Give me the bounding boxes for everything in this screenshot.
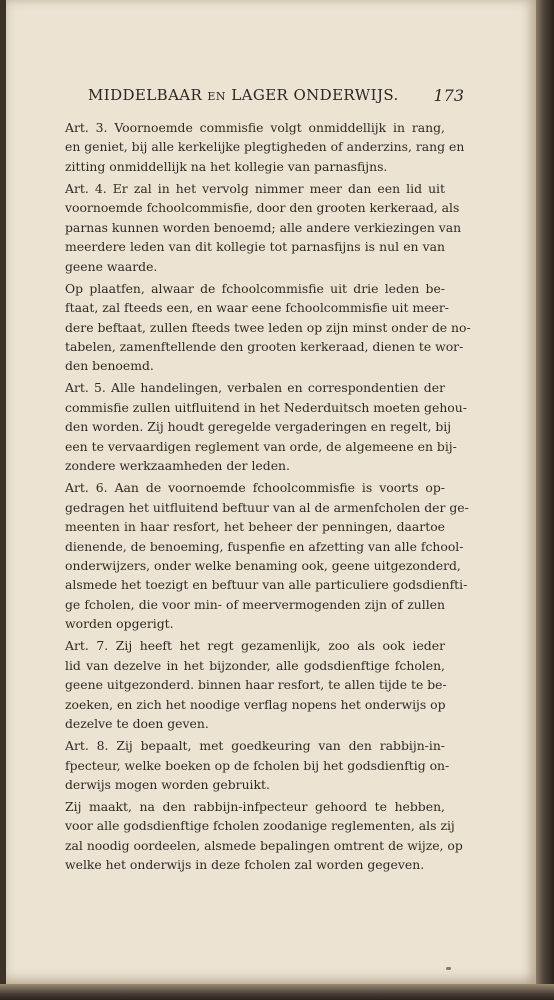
running-head-word: LAGER	[231, 86, 289, 104]
text-line: meenten in haar resfort, het beheer der penningen, daartoe	[65, 519, 445, 535]
text-line: Art. 3. Voornoemde commisfie volgt onmiddellijk in rang,	[65, 120, 445, 135]
text-line: lid van dezelve in het bijzonder, alle godsdienftige fcholen,	[65, 657, 445, 673]
text-line: gedragen het uitfluitend beftuur van al de armenfcholen der ge-	[65, 499, 469, 515]
text-line: onderwijzers, onder welke benaming ook, geene uitgezonderd,	[65, 557, 461, 573]
text-line: zoeken, en zich het noodige verflag nopens het onderwijs op	[65, 696, 446, 712]
text-line: den benoemd.	[65, 358, 154, 374]
paragraph	[51, 118, 465, 176]
paragraph	[51, 636, 445, 733]
text-line: fpecteur, welke boeken op de fcholen bij het godsdienftig on-	[65, 757, 450, 773]
text-line: geene uitgezonderd. binnen haar resfort, te allen tijde te be-	[65, 677, 447, 693]
text-line: commisfie zullen uitfluitend in het Nederduitsch moeten gehou-	[65, 399, 467, 415]
paragraph	[51, 736, 450, 794]
running-head-word: EN	[207, 90, 227, 103]
text-line: dere beftaat, zullen fteeds twee leden op zijn minst onder de no-	[65, 319, 471, 335]
text-line: ge fcholen, die voor min- of meervermogenden zijn of zullen	[65, 596, 445, 612]
text-line: zal noodig oordeelen, alsmede bepalingen omtrent de wijze, op	[65, 837, 463, 853]
page-number: 173	[433, 86, 464, 105]
text-line: Art. 6. Aan de voornoemde fchoolcommisfie is voorts op-	[65, 480, 445, 496]
text-line: Op plaatfen, alwaar de fchoolcommisfie uit drie leden be-	[65, 280, 445, 296]
text-line: voor alle godsdienftige fcholen zoodanige reglementen, als zij	[65, 818, 455, 834]
paragraph	[51, 478, 469, 634]
paragraph	[51, 378, 467, 475]
paragraph	[51, 279, 471, 376]
paragraph	[51, 797, 463, 875]
text-line: alsmede het toezigt en beftuur van alle particuliere godsdienfti-	[65, 577, 468, 593]
text-line: zitting onmiddellijk na het kollegie van parnasfijns.	[65, 158, 388, 174]
text-line: Art. 7. Zij heeft het regt gezamenlijk, zoo als ook ieder	[65, 638, 445, 654]
text-line: ftaat, zal fteeds een, en waar eene fchoolcommisfie uit meer-	[65, 300, 449, 316]
text-line: Art. 5. Alle handelingen, verbalen en correspondentien der	[65, 380, 445, 396]
text-line: derwijs mogen worden gebruikt.	[65, 776, 270, 792]
text-line: voornoemde fchoolcommisfie, door den grooten kerkeraad, als	[65, 200, 460, 216]
text-line: en geniet, bij alle kerkelijke plegtigheden of anderzins, rang en	[65, 139, 465, 155]
text-line: parnas kunnen worden benoemd; alle andere verkiezingen van	[65, 219, 462, 235]
text-line: dienende, de benoeming, fuspenfie en afzetting van alle fchool-	[65, 538, 464, 554]
page-bottom-edge	[0, 984, 554, 1000]
ink-speck	[446, 967, 451, 970]
text-line: den worden. Zij houdt geregelde vergaderingen en regelt, bij	[65, 419, 452, 435]
running-head-word: MIDDELBAAR	[88, 86, 203, 104]
text-line: Art. 8. Zij bepaalt, met goedkeuring van den rabbijn-in-	[65, 738, 445, 754]
text-line: een te vervaardigen reglement van orde, de algemeene en bij-	[65, 438, 457, 454]
text-line: tabelen, zamenftellende den grooten kerkeraad, dienen te wor-	[65, 338, 464, 354]
text-line: worden opgerigt.	[65, 616, 174, 632]
page-sheet	[6, 0, 536, 984]
text-line: zondere werkzaamheden der leden.	[65, 458, 290, 474]
body-text	[51, 118, 471, 877]
text-line: Zij maakt, na den rabbijn-infpecteur gehoord te hebben,	[65, 798, 445, 814]
paragraph	[51, 179, 462, 276]
page-header	[88, 86, 464, 110]
text-line: Art. 4. Er zal in het vervolg nimmer meer dan een lid uit	[65, 180, 445, 196]
text-line: geene waarde.	[65, 258, 158, 274]
running-head-word: ONDERWIJS.	[293, 86, 399, 104]
text-line: meerdere leden van dit kollegie tot parnasfijns is nul en van	[65, 239, 445, 255]
text-line: welke het onderwijs in deze fcholen zal worden gegeven.	[65, 857, 425, 873]
page-edge-shadow	[536, 0, 554, 1000]
running-head	[88, 86, 399, 104]
text-line: dezelve te doen geven.	[65, 716, 209, 732]
